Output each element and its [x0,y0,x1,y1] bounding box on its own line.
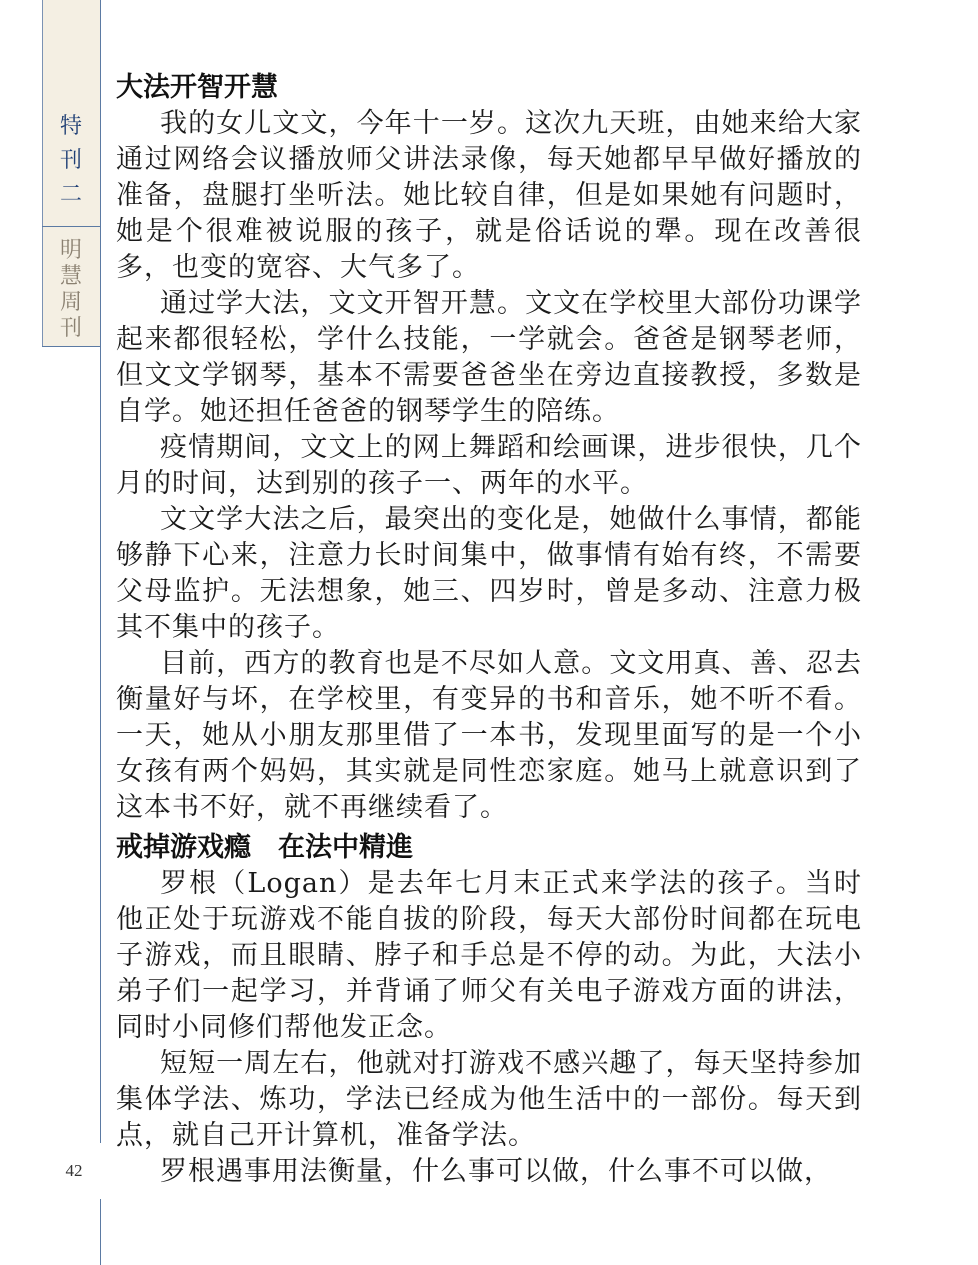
publication-char: 明 [59,238,82,263]
paragraph: 目前，西方的教育也是不尽如人意。文文用真、善、忍去衡量好与坏，在学校里，有变异的书和音乐，她不听不看。一天，她从小朋友那里借了一本书，发现里面写的是一个小女孩有两个妈妈，其实就是同性恋家庭。她马上就意识到了这本书不好，就不再继续看了。 [116,648,862,823]
sidebar-right-rule [100,0,101,1265]
sidebar-publication-label [42,238,100,342]
paragraph: 疫情期间，文文上的网上舞蹈和绘画课，进步很快，几个月的时间，达到别的孩子一、两年的水平。 [116,432,862,499]
sidebar-bottom-rule [42,346,100,347]
paragraph: 通过学大法，文文开智开慧。文文在学校里大部份功课学起来都很轻松，学什么技能，一学就会。爸爸是钢琴老师，但文文学钢琴，基本不需要爸爸坐在旁边直接教授，多数是自学。她还担任爸爸的钢琴学生的陪练。 [116,288,862,427]
section-char: 特 [59,114,82,139]
publication-char: 刊 [59,316,82,341]
section-char: 刊 [59,148,82,173]
paragraph: 短短一周左右，他就对打游戏不感兴趣了，每天坚持参加集体学法、炼功，学法已经成为他生活中的一部份。每天到点，就自己开计算机，准备学法。 [116,1048,862,1151]
paragraph: 我的女儿文文，今年十一岁。这次九天班，由她来给大家通过网络会议播放师父讲法录像，每天她都早早做好播放的准备，盘腿打坐听法。她比较自律，但是如果她有问题时，她是个很难被说服的孩子，就是俗话说的犟。现在改善很多，也变的宽容、大气多了。 [116,108,862,283]
paragraph: 罗根遇事用法衡量，什么事可以做，什么事不可以做， [160,1156,832,1187]
article-body [116,70,862,1190]
publication-char: 周 [59,290,82,315]
section-heading: 大法开智开慧 [116,72,278,103]
section-char: 二 [59,182,82,207]
page-number: 42 [52,1161,96,1181]
sidebar-divider [42,226,100,227]
paragraph: 罗根（Logan）是去年七月末正式来学法的孩子。当时他正处于玩游戏不能自拔的阶段，每天大部份时间都在玩电子游戏，而且眼睛、脖子和手总是不停的动。为此，大法小弟子们一起学习，并背诵了师父有关电子游戏方面的讲法，同时小同修们帮他发正念。 [116,868,862,1043]
sidebar-section-label [42,110,100,212]
page-number-gap [96,1143,106,1199]
publication-char: 慧 [59,264,82,289]
paragraph: 文文学大法之后，最突出的变化是，她做什么事情，都能够静下心来，注意力长时间集中，做事情有始有终，不需要父母监护。无法想象，她三、四岁时，曾是多动、注意力极其不集中的孩子。 [116,504,862,643]
section-heading: 戒掉游戏瘾 在法中精進 [116,832,413,863]
